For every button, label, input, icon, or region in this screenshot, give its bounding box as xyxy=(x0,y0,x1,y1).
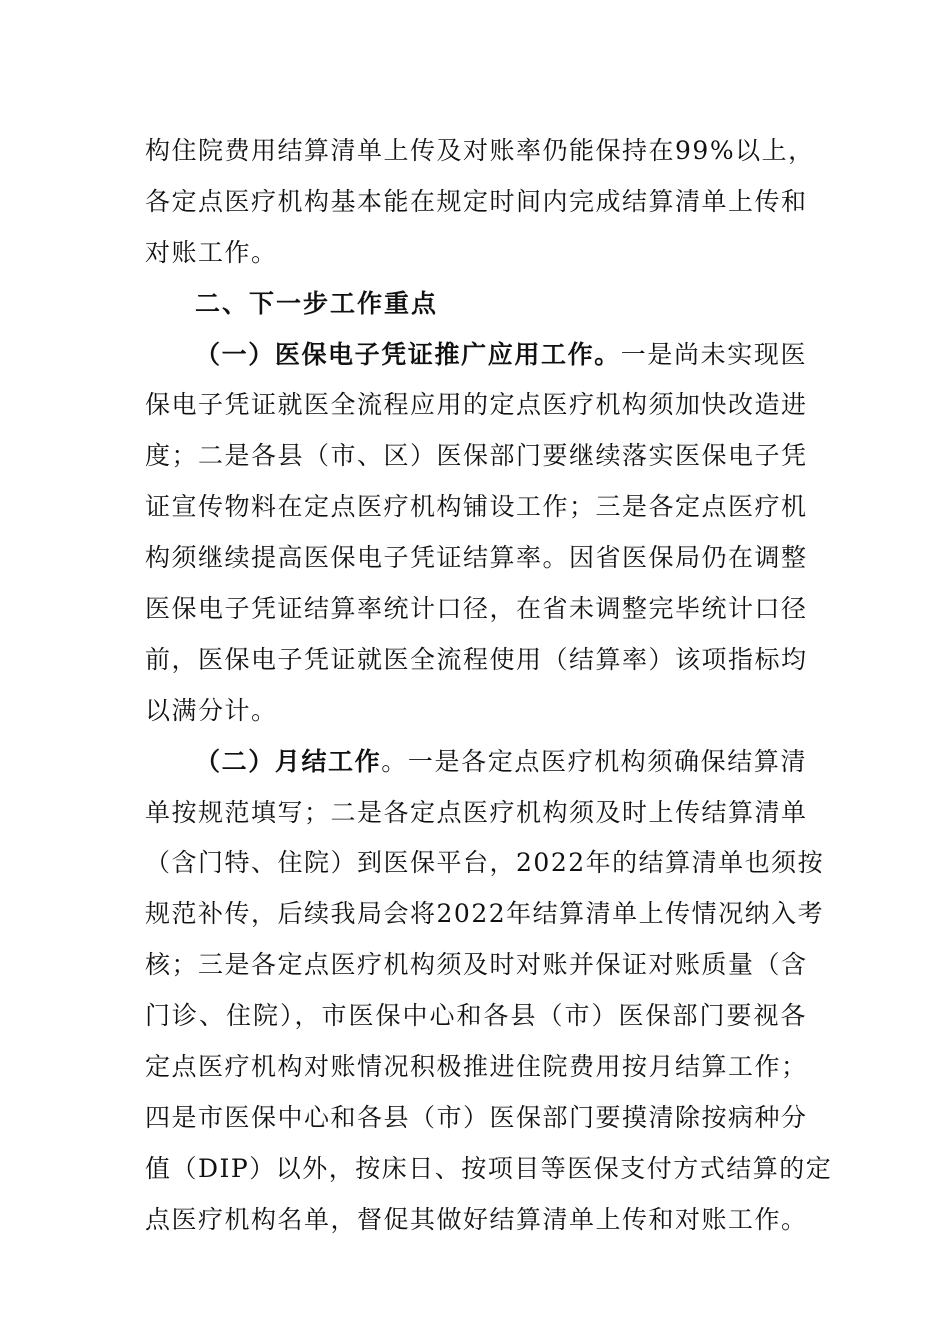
text-line: 定点医疗机构对账情况积极推进住院费用按月结算工作； xyxy=(145,1052,808,1082)
text-span: 一是尚未实现医 xyxy=(620,339,807,369)
text-line: 核；三是各定点医疗机构须及时对账并保证对账质量（含 xyxy=(145,950,808,980)
subsection-monthly-settlement xyxy=(145,737,833,1246)
paragraph-continuation xyxy=(145,126,815,279)
subsection-title: （二）月结工作 xyxy=(195,746,382,776)
text-line: 对账工作。 xyxy=(145,237,278,267)
text-line: 构住院费用结算清单上传及对账率仍能保持在99%以上， xyxy=(145,136,815,165)
text-line: （含门特、住院）到医保平台，2022年的结算清单也须按 xyxy=(145,848,825,878)
document-page xyxy=(145,126,833,1246)
text-line: 证宣传物料在定点医疗机构铺设工作；三是各定点医疗机 xyxy=(145,492,808,522)
text-line: 前，医保电子凭证就医全流程使用（结算率）该项指标均 xyxy=(145,644,808,674)
text-span: 。一是各定点医疗机构须确保结算清 xyxy=(381,746,807,776)
subsection-title: （一）医保电子凭证推广应用工作。 xyxy=(195,339,621,369)
text-line: 保电子凭证就医全流程应用的定点医疗机构须加快改造进 xyxy=(145,390,808,420)
text-line: 规范补传，后续我局会将2022年结算清单上传情况纳入考 xyxy=(145,899,825,929)
section-heading: 二、下一步工作重点 xyxy=(195,288,439,318)
text-line: 值（DIP）以外，按床日、按项目等医保支付方式结算的定 xyxy=(145,1153,833,1183)
text-line: 单按规范填写；二是各定点医疗机构须及时上传结算清单 xyxy=(145,797,808,827)
text-line: 门诊、住院），市医保中心和各县（市）医保部门要视各 xyxy=(145,1001,807,1031)
text-line xyxy=(145,330,807,381)
subsection-e-voucher xyxy=(145,330,807,737)
text-line: 度；二是各县（市、区）医保部门要继续落实医保电子凭 xyxy=(145,441,808,471)
text-line: 各定点医疗机构基本能在规定时间内完成结算清单上传和 xyxy=(145,186,808,216)
text-line: 以满分计。 xyxy=(145,695,278,725)
text-line xyxy=(145,737,807,788)
text-line: 医保电子凭证结算率统计口径，在省未调整完毕统计口径 xyxy=(145,594,808,624)
text-line: 构须继续提高医保电子凭证结算率。因省医保局仍在调整 xyxy=(145,543,808,573)
text-line: 点医疗机构名单，督促其做好结算清单上传和对账工作。 xyxy=(145,1204,808,1234)
text-line: 四是市医保中心和各县（市）医保部门要摸清除按病种分 xyxy=(145,1102,808,1132)
